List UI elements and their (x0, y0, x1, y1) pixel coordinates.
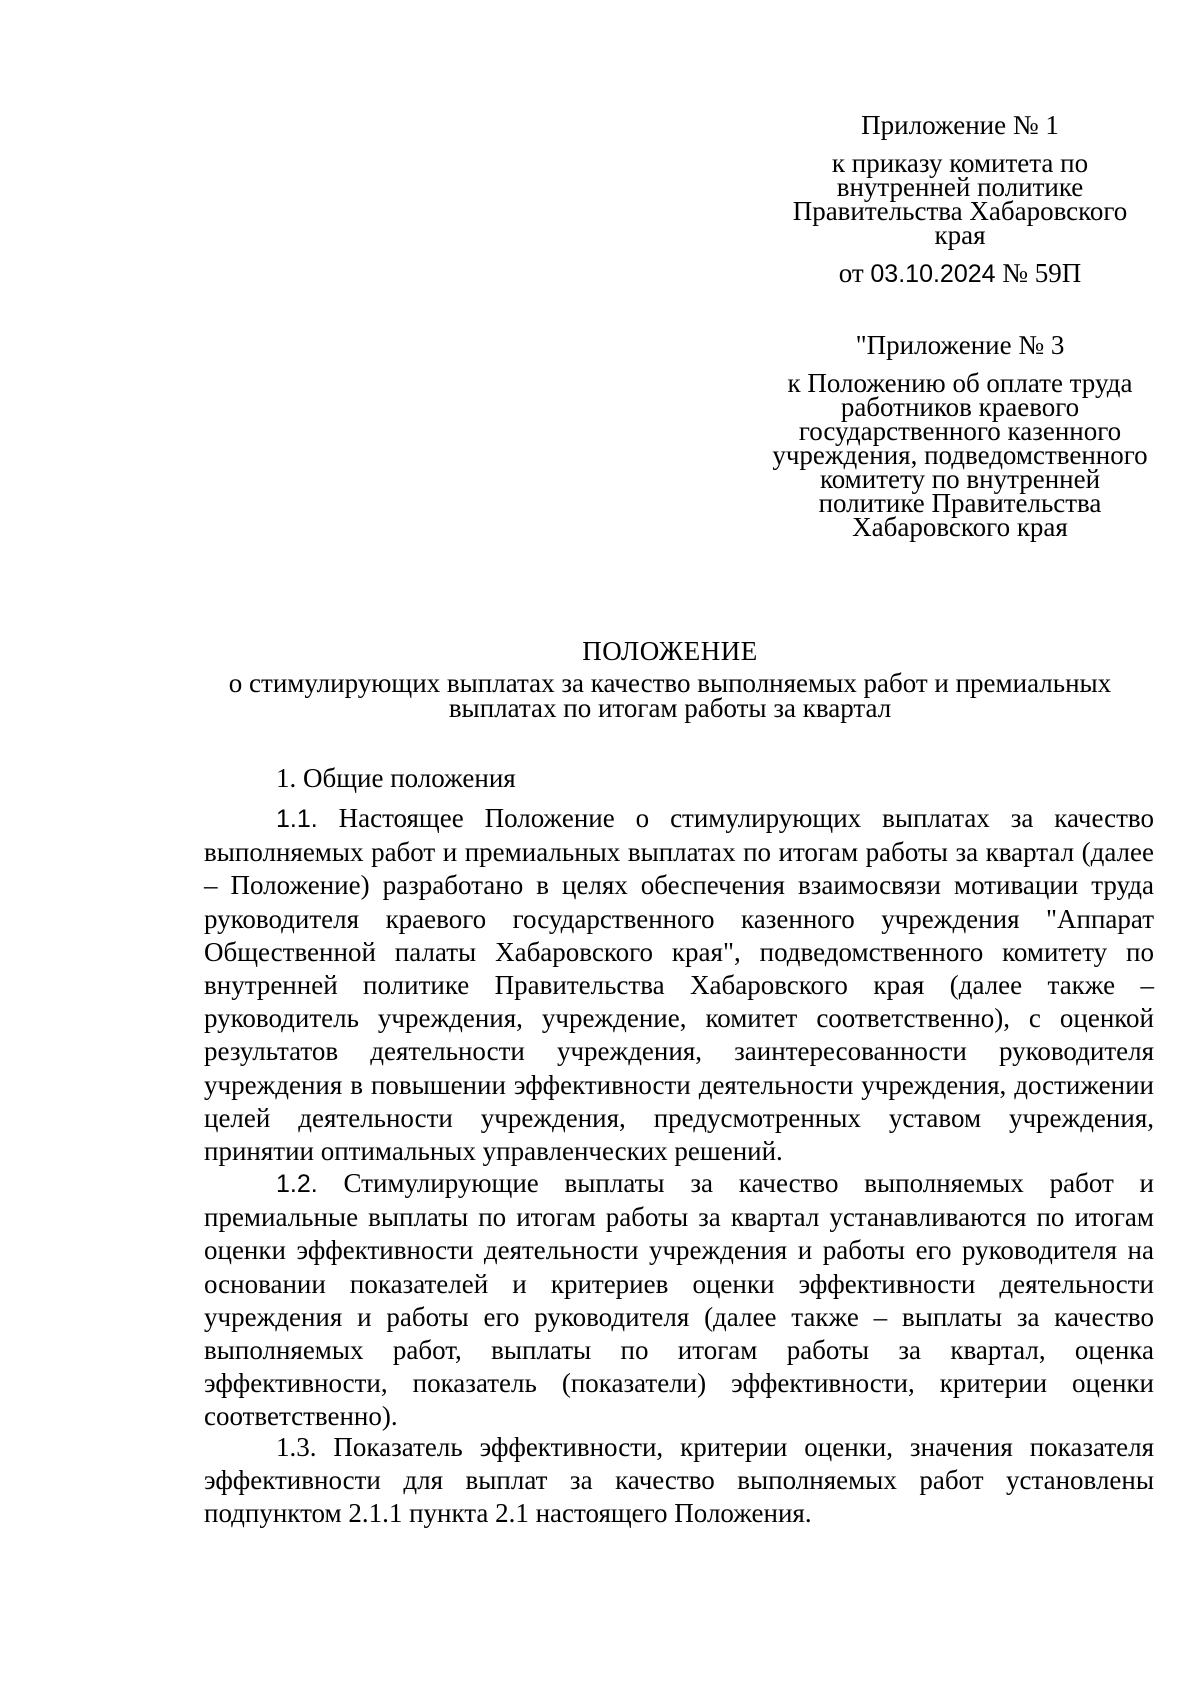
document-heading: ПОЛОЖЕНИЕ (582, 636, 758, 666)
paragraph-1-2-text: Стимулирующие выплаты за качество выполняемых работ и премиальные выплаты по итогам работы за квартал устанавливаются по итогам оценки эффективности деятельности учреждения и работы его руководителя на основании показателей и критериев оценки эффективности деятельности учреждения и работы его руководителя (далее также – выплаты за качество выполняемых работ, выплаты по итогам работы за квартал, оценка эффективности, показатель (показатели) эффективности, критерии оценки соответственно). (204, 1168, 1154, 1432)
paragraph-1-3-number: 1.3. (276, 1432, 317, 1462)
annex-1-number: № 59П (995, 258, 1082, 288)
annex-1-text: к приказу комитета по внутренней политике Правительства Хабаровского края (792, 148, 1128, 250)
paragraph-1-1-text: Настоящее Положение о стимулирующих выплатах за качество выполняемых работ и премиальных выплатах по итогам работы за квартал (далее – Положение) разработано в целях обеспечения взаимосвязи мотивации труда руководителя краевого государственного казенного учреждения "Аппарат Общественной палаты Хабаровского края", подведомственного комитету по внутренней политике Правительства Хабаровского края (далее также – руководитель учреждения, учреждение, комитет соответственно), с оценкой результатов деятельности учреждения, заинтересованности руководителя учреждения в повышении эффективности деятельности учреждения, достижении целей деятельности учреждения, предусмотренных уставом учреждения, принятии оптимальных управленческих решений. (204, 803, 1154, 1167)
document-subheading: о стимулирующих выплатах за качество выполняемых работ и премиальных выплатах по итогам работы за квартал (228, 668, 1112, 723)
annex-1-block (770, 110, 1150, 288)
annex-3-title: "Приложение № 3 (855, 330, 1065, 360)
paragraph-1-1-number: 1.1. (276, 805, 318, 833)
annex-1-date-prefix: от (838, 258, 871, 288)
annex-3-block (770, 330, 1150, 542)
section-1-title: 1. Общие положения (276, 763, 516, 793)
annex-1-title: Приложение № 1 (861, 110, 1059, 140)
annex-1-date (770, 258, 1150, 288)
paragraph-1-3-text: Показатель эффективности, критерии оценки, значения показателя эффективности для выплат за качество выполняемых работ установлены подпунктом 2.1.1 пункта 2.1 настоящего Положения. (204, 1432, 1154, 1529)
paragraph-1-1 (204, 802, 1154, 1168)
paragraph-1-2-number: 1.2. (276, 1170, 318, 1198)
annex-3-text: к Положению об оплате труда работников краевого государственного казенного учреждения, подведомственного комитету по внутренней политике Правительства Хабаровского края (772, 368, 1148, 542)
paragraph-1-2 (204, 1167, 1154, 1434)
paragraph-1-3 (204, 1431, 1154, 1531)
annex-1-date-value: 03.10.2024 (870, 260, 996, 288)
